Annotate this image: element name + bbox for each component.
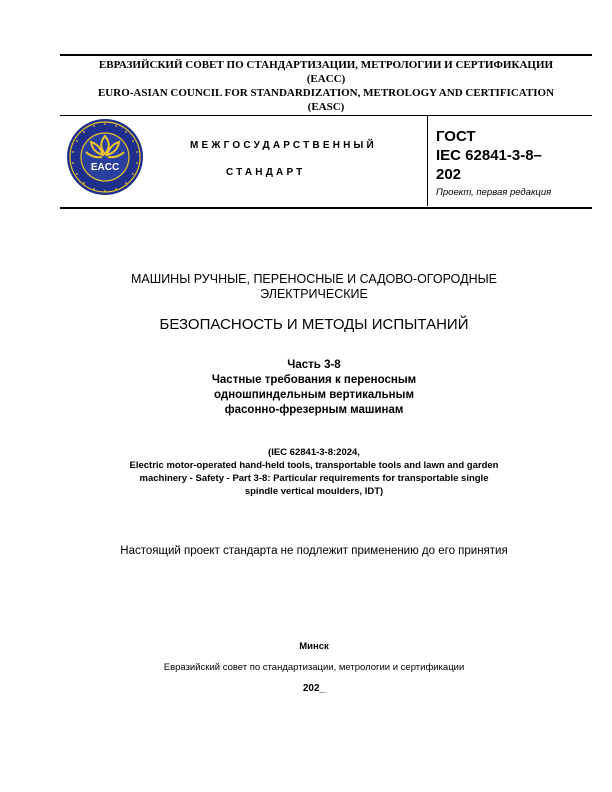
designation-gost: ГОСТ (436, 128, 476, 145)
standard-kind-line1: МЕЖГОСУДАРСТВЕННЫЙ (190, 140, 377, 151)
title-line2: ЭЛЕКТРИЧЕСКИЕ (260, 287, 368, 301)
footer-council: Евразийский совет по стандартизации, метрологии и сертификации (163, 662, 465, 673)
standard-kind-line2: СТАНДАРТ (226, 167, 306, 178)
council-name-en: EURO-ASIAN COUNCIL FOR STANDARDIZATION, METROLOGY AND CERTIFICATION (97, 87, 555, 99)
designation-divider (427, 116, 428, 206)
part-line3: одношпиндельным вертикальным (214, 389, 414, 401)
draft-status: Проект, первая редакция (436, 187, 552, 198)
title-subtitle: БЕЗОПАСНОСТЬ И МЕТОДЫ ИСПЫТАНИЙ (159, 316, 469, 333)
ref-line4: spindle vertical moulders, IDT) (244, 486, 384, 497)
ref-line3: machinery - Safety - Part 3-8: Particular requirements for transportable single (139, 473, 489, 484)
footer-city: Минск (299, 641, 329, 652)
title-main (40, 272, 588, 302)
ref-line1: (IEC 62841-3-8:2024, (268, 447, 360, 458)
part-line4: фасонно-фрезерным машинам (224, 404, 404, 416)
title-line1: МАШИНЫ РУЧНЫЕ, ПЕРЕНОСНЫЕ И САДОВО-ОГОРОДНЫЕ (130, 272, 498, 286)
logo-text: EACC (90, 162, 120, 173)
easc-logo (66, 118, 144, 196)
header-rule (60, 115, 592, 116)
council-abbr-en: (EASC) (307, 101, 345, 113)
council-abbr-ru: (EACC) (306, 73, 346, 85)
iec-reference (40, 446, 588, 498)
top-rule (60, 54, 592, 56)
part-title (40, 358, 588, 418)
designation-year: 202 (436, 166, 462, 183)
part-line2: Частные требования к переносным (211, 374, 417, 386)
ref-line2: Electric motor-operated hand-held tools, transportable tools and lawn and garden (129, 460, 499, 471)
council-name-ru: ЕВРАЗИЙСКИЙ СОВЕТ ПО СТАНДАРТИЗАЦИИ, МЕТРОЛОГИИ И СЕРТИФИКАЦИИ (98, 59, 554, 71)
part-number: Часть 3-8 (287, 359, 341, 371)
draft-notice: Настоящий проект стандарта не подлежит применению до его принятия (120, 545, 508, 557)
header-bottom-rule (60, 207, 592, 209)
designation-number: IEC 62841-3-8– (436, 147, 542, 164)
footer-year: 202_ (302, 683, 326, 694)
